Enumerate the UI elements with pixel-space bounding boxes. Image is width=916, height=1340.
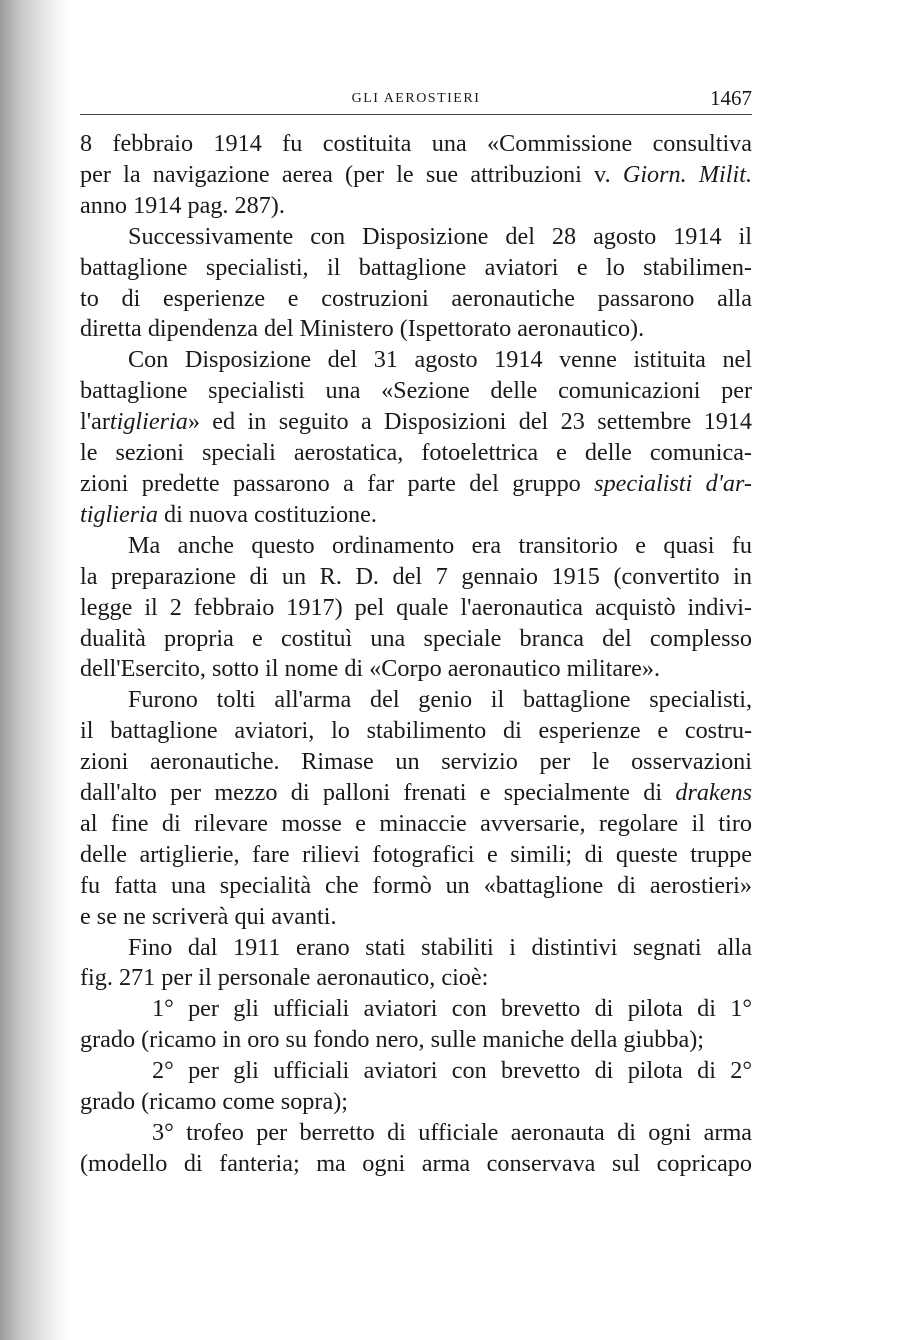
paragraph-ordinamento [80,531,752,686]
text-line: Successivamente con Disposizione del 28 agosto 1914 il [128,222,752,250]
text-line: 3° trofeo per berretto di ufficiale aeronauta di ogni arma [152,1119,752,1146]
text-line: tiglieria di nuova costituzione. [80,500,377,528]
text-line: fu fatta una specialità che formò un «battaglione di aerostieri» [80,871,752,899]
text-line: al fine di rilevare mosse e minaccie avversarie, regolare il tiro [80,809,752,837]
binding-shadow [0,0,70,1340]
paragraph-furono-tolti [80,685,752,932]
text-line: dall'alto per mezzo di palloni frenati e specialmente di drakens [80,779,752,807]
paragraph-disposizione-28-agosto [80,222,752,346]
page-number: 1467 [710,86,752,110]
text-line: 1° per gli ufficiali aviatori con brevetto di pilota di 1° [152,995,752,1023]
paragraph-commissione [80,129,752,222]
text-line: battaglione specialisti una «Sezione delle comunicazioni per [80,377,752,405]
list-item-1 [80,994,752,1056]
text-line: zioni predette passarono a far parte del gruppo specialisti d'ar- [80,469,752,497]
book-page [80,88,752,1308]
text-line: il battaglione aviatori, lo stabilimento di esperienze e costru- [80,717,752,745]
paragraph-distintivi [80,933,752,995]
list-item-2 [80,1056,752,1118]
text-line: Fino dal 1911 erano stati stabiliti i distintivi segnati alla [128,933,752,961]
text-line: fig. 271 per il personale aeronautico, cioè: [80,964,489,992]
text-line: dualità propria e costituì una speciale branca del complesso [80,624,752,652]
text-line: (modello di fanteria; ma ogni arma conservava sul copricapo [80,1149,752,1177]
running-head [80,88,752,115]
text-line: to di esperienze e costruzioni aeronautiche passarono alla [80,284,752,312]
text-line: anno 1914 pag. 287). [80,191,285,219]
running-title: GLI AEROSTIERI [351,91,481,106]
text-line: per la navigazione aerea (per le sue attribuzioni v. Giorn. Milit. [80,160,752,188]
text-line: Furono tolti all'arma del genio il battaglione specialisti, [128,686,752,714]
text-line: l'artiglieria» ed in seguito a Disposizioni del 23 settembre 1914 [80,408,752,436]
text-line: Con Disposizione del 31 agosto 1914 venne istituita nel [128,346,752,374]
text-line: 2° per gli ufficiali aviatori con brevetto di pilota di 2° [152,1057,752,1085]
text-line: diretta dipendenza del Ministero (Ispettorato aeronautico). [80,315,645,343]
text-line: zioni aeronautiche. Rimase un servizio per le osservazioni [80,748,752,776]
text-line: la preparazione di un R. D. del 7 gennaio 1915 (convertito in [80,562,752,590]
text-line: dell'Esercito, sotto il nome di «Corpo aeronautico militare». [80,655,661,683]
text-line: grado (ricamo come sopra); [80,1088,348,1116]
text-line: grado (ricamo in oro su fondo nero, sulle maniche della giubba); [80,1026,704,1054]
text-line: battaglione specialisti, il battaglione aviatori e lo stabilimen- [80,253,752,281]
text-line: 8 febbraio 1914 fu costituita una «Commissione consultiva [80,130,752,157]
text-line: Ma anche questo ordinamento era transitorio e quasi fu [128,531,752,559]
text-line: e se ne scriverà qui avanti. [80,902,337,930]
text-line: legge il 2 febbraio 1917) pel quale l'aeronautica acquistò indivi- [80,593,752,621]
paragraph-disposizione-31-agosto [80,345,752,530]
body-text [80,129,752,1180]
text-line: delle artiglierie, fare rilievi fotografici e simili; di queste truppe [80,840,752,868]
list-item-3 [80,1118,752,1180]
text-line: le sezioni speciali aerostatica, fotoelettrica e delle comunica- [80,439,752,467]
